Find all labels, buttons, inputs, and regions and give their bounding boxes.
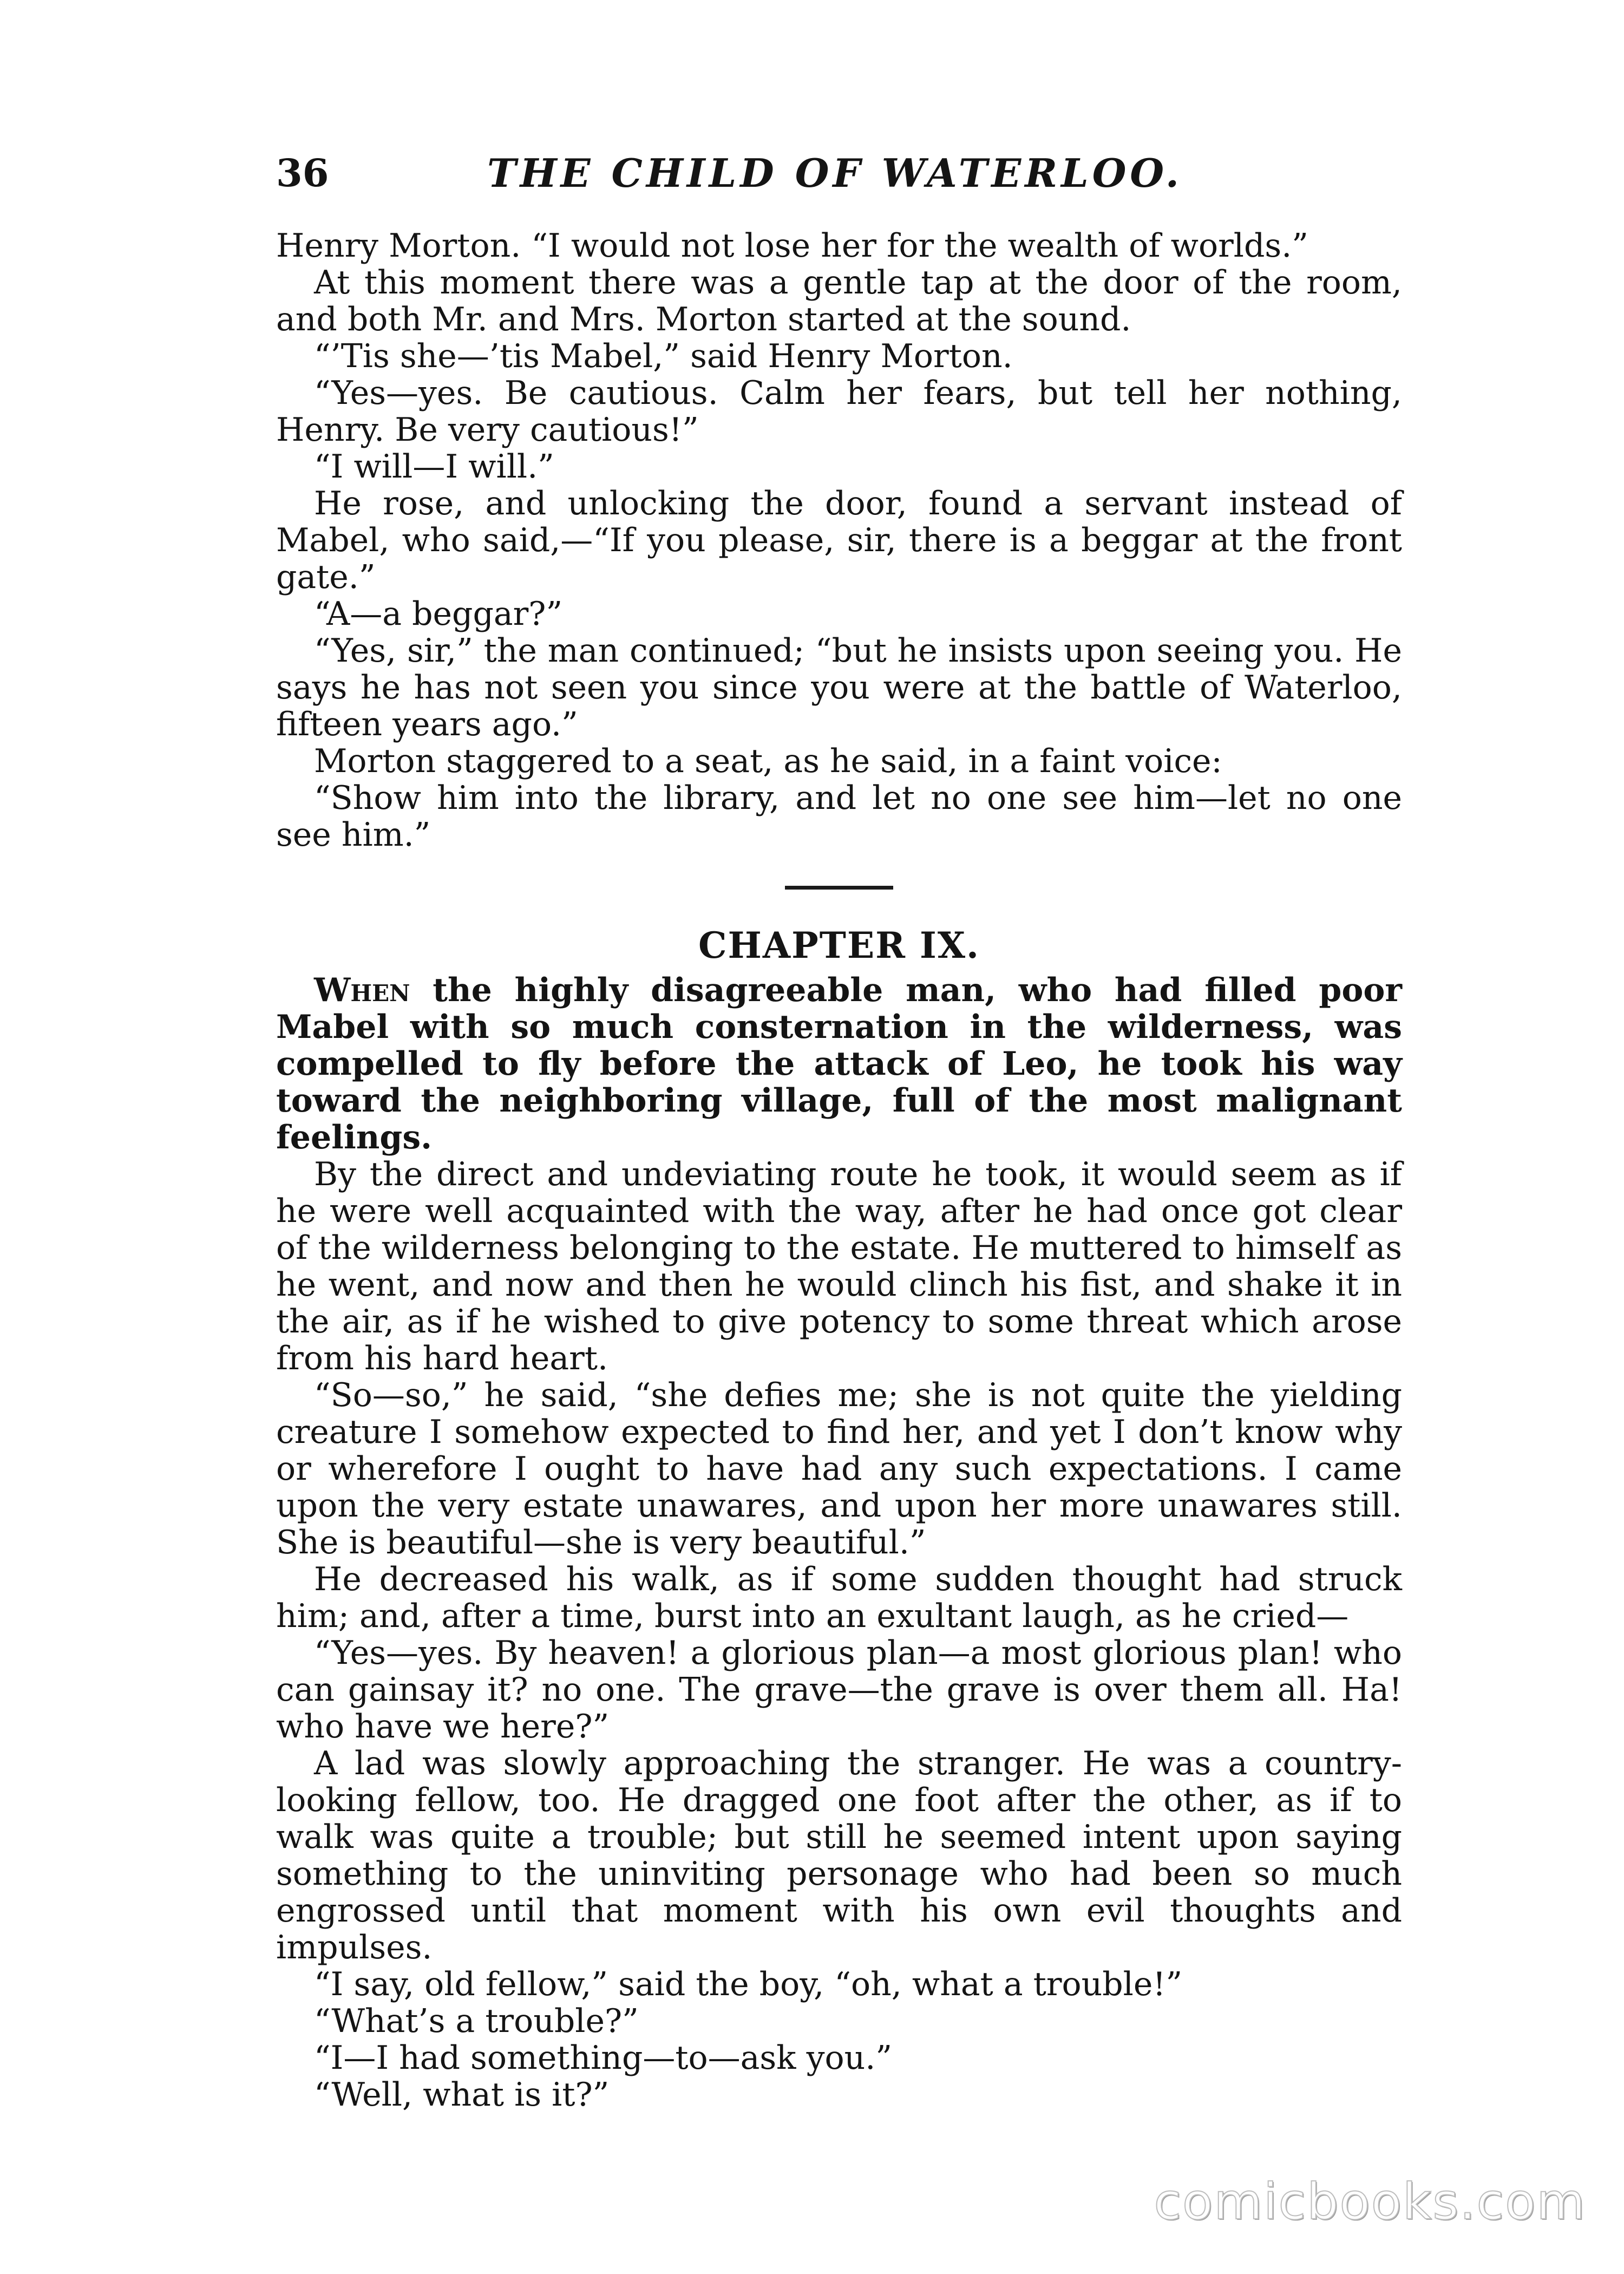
paragraph: He decreased his walk, as if some sudden thought had struck him; and, after a time, burst into an exultant laugh, as he cried— — [276, 1560, 1402, 1635]
paragraph: “So—so,” he said, “she defies me; she is not quite the yielding creature I somehow expected to find her, and yet I don’t know why or wherefore I ought to have had any such expectations. I came upon the very estate unawares, and upon her more unawares still. She is beautiful—she is very beautiful.” — [276, 1376, 1402, 1561]
paragraph: “’Tis she—’tis Mabel,” said Henry Morton. — [314, 337, 1013, 375]
paragraph: He rose, and unlocking the door, found a servant instead of Mabel, who said,—“If you please, sir, there is a beggar at the front gate.” — [276, 485, 1402, 596]
section-one — [276, 227, 1402, 853]
paragraph: By the direct and undeviating route he took, it would seem as if he were well acquainted with the way, after he had once got clear of the wilderness belonging to the estate. He muttered to himself as he went, and now and then he would clinch his fist, and shake it in the air, as if he wished to give potency to some threat which arose from his hard heart. — [276, 1155, 1402, 1377]
paragraph: Henry Morton. “I would not lose her for the wealth of worlds.” — [276, 227, 1308, 265]
opening-text: the highly disagreeable man, who had filled poor Mabel with so much consternation in the wilderness, was compelled to fly before the attack of Leo, he took his way toward the neighboring village, full of the most malignant feelings. — [276, 971, 1402, 1156]
chapter-opening-paragraph — [276, 972, 1402, 1156]
paragraph: “Show him into the library, and let no one see him—let no one see him.” — [276, 779, 1402, 854]
page-number: 36 — [276, 151, 329, 195]
opening-word: When — [314, 971, 410, 1009]
book-title: THE CHILD OF WATERLOO. — [487, 150, 1183, 196]
paragraph: A lad was slowly approaching the stranger. He was a country-looking fellow, too. He dragged one foot after the other, as if to walk was quite a trouble; but still he seemed intent upon saying something to the uninviting personage who had been so much engrossed until that moment with his own evil thoughts and impulses. — [276, 1744, 1402, 1966]
paragraph: “Well, what is it?” — [314, 2076, 610, 2114]
site-watermark: comicbooks.com — [1154, 2173, 1586, 2231]
paragraph: “Yes—yes. Be cautious. Calm her fears, but tell her nothing, Henry. Be very cautious!” — [276, 374, 1402, 449]
paragraph: “Yes, sir,” the man continued; “but he insists upon seeing you. He says he has not seen you since you were at the battle of Waterloo, fifteen years ago.” — [276, 632, 1402, 743]
paragraph: “I—I had something—to—ask you.” — [314, 2039, 892, 2077]
paragraph: At this moment there was a gentle tap at the door of the room, and both Mr. and Mrs. Morton started at the sound. — [276, 264, 1402, 338]
paragraph: “I will—I will.” — [314, 448, 554, 486]
body-text — [276, 227, 1402, 2113]
chapter-ix — [276, 922, 1402, 2113]
chapter-heading: CHAPTER IX. — [698, 924, 980, 966]
running-head — [276, 146, 1440, 200]
section-divider — [785, 886, 893, 890]
paragraph: “Yes—yes. By heaven! a glorious plan—a most glorious plan! who can gainsay it? no one. The grave—the grave is over them all. Ha! who have we here?” — [276, 1634, 1402, 1746]
paragraph: Morton staggered to a seat, as he said, in a faint voice: — [314, 742, 1222, 780]
paragraph: “A—a beggar?” — [314, 595, 563, 633]
paragraph: “What’s a trouble?” — [314, 2002, 639, 2040]
paragraph: “I say, old fellow,” said the boy, “oh, what a trouble!” — [314, 1965, 1183, 2003]
